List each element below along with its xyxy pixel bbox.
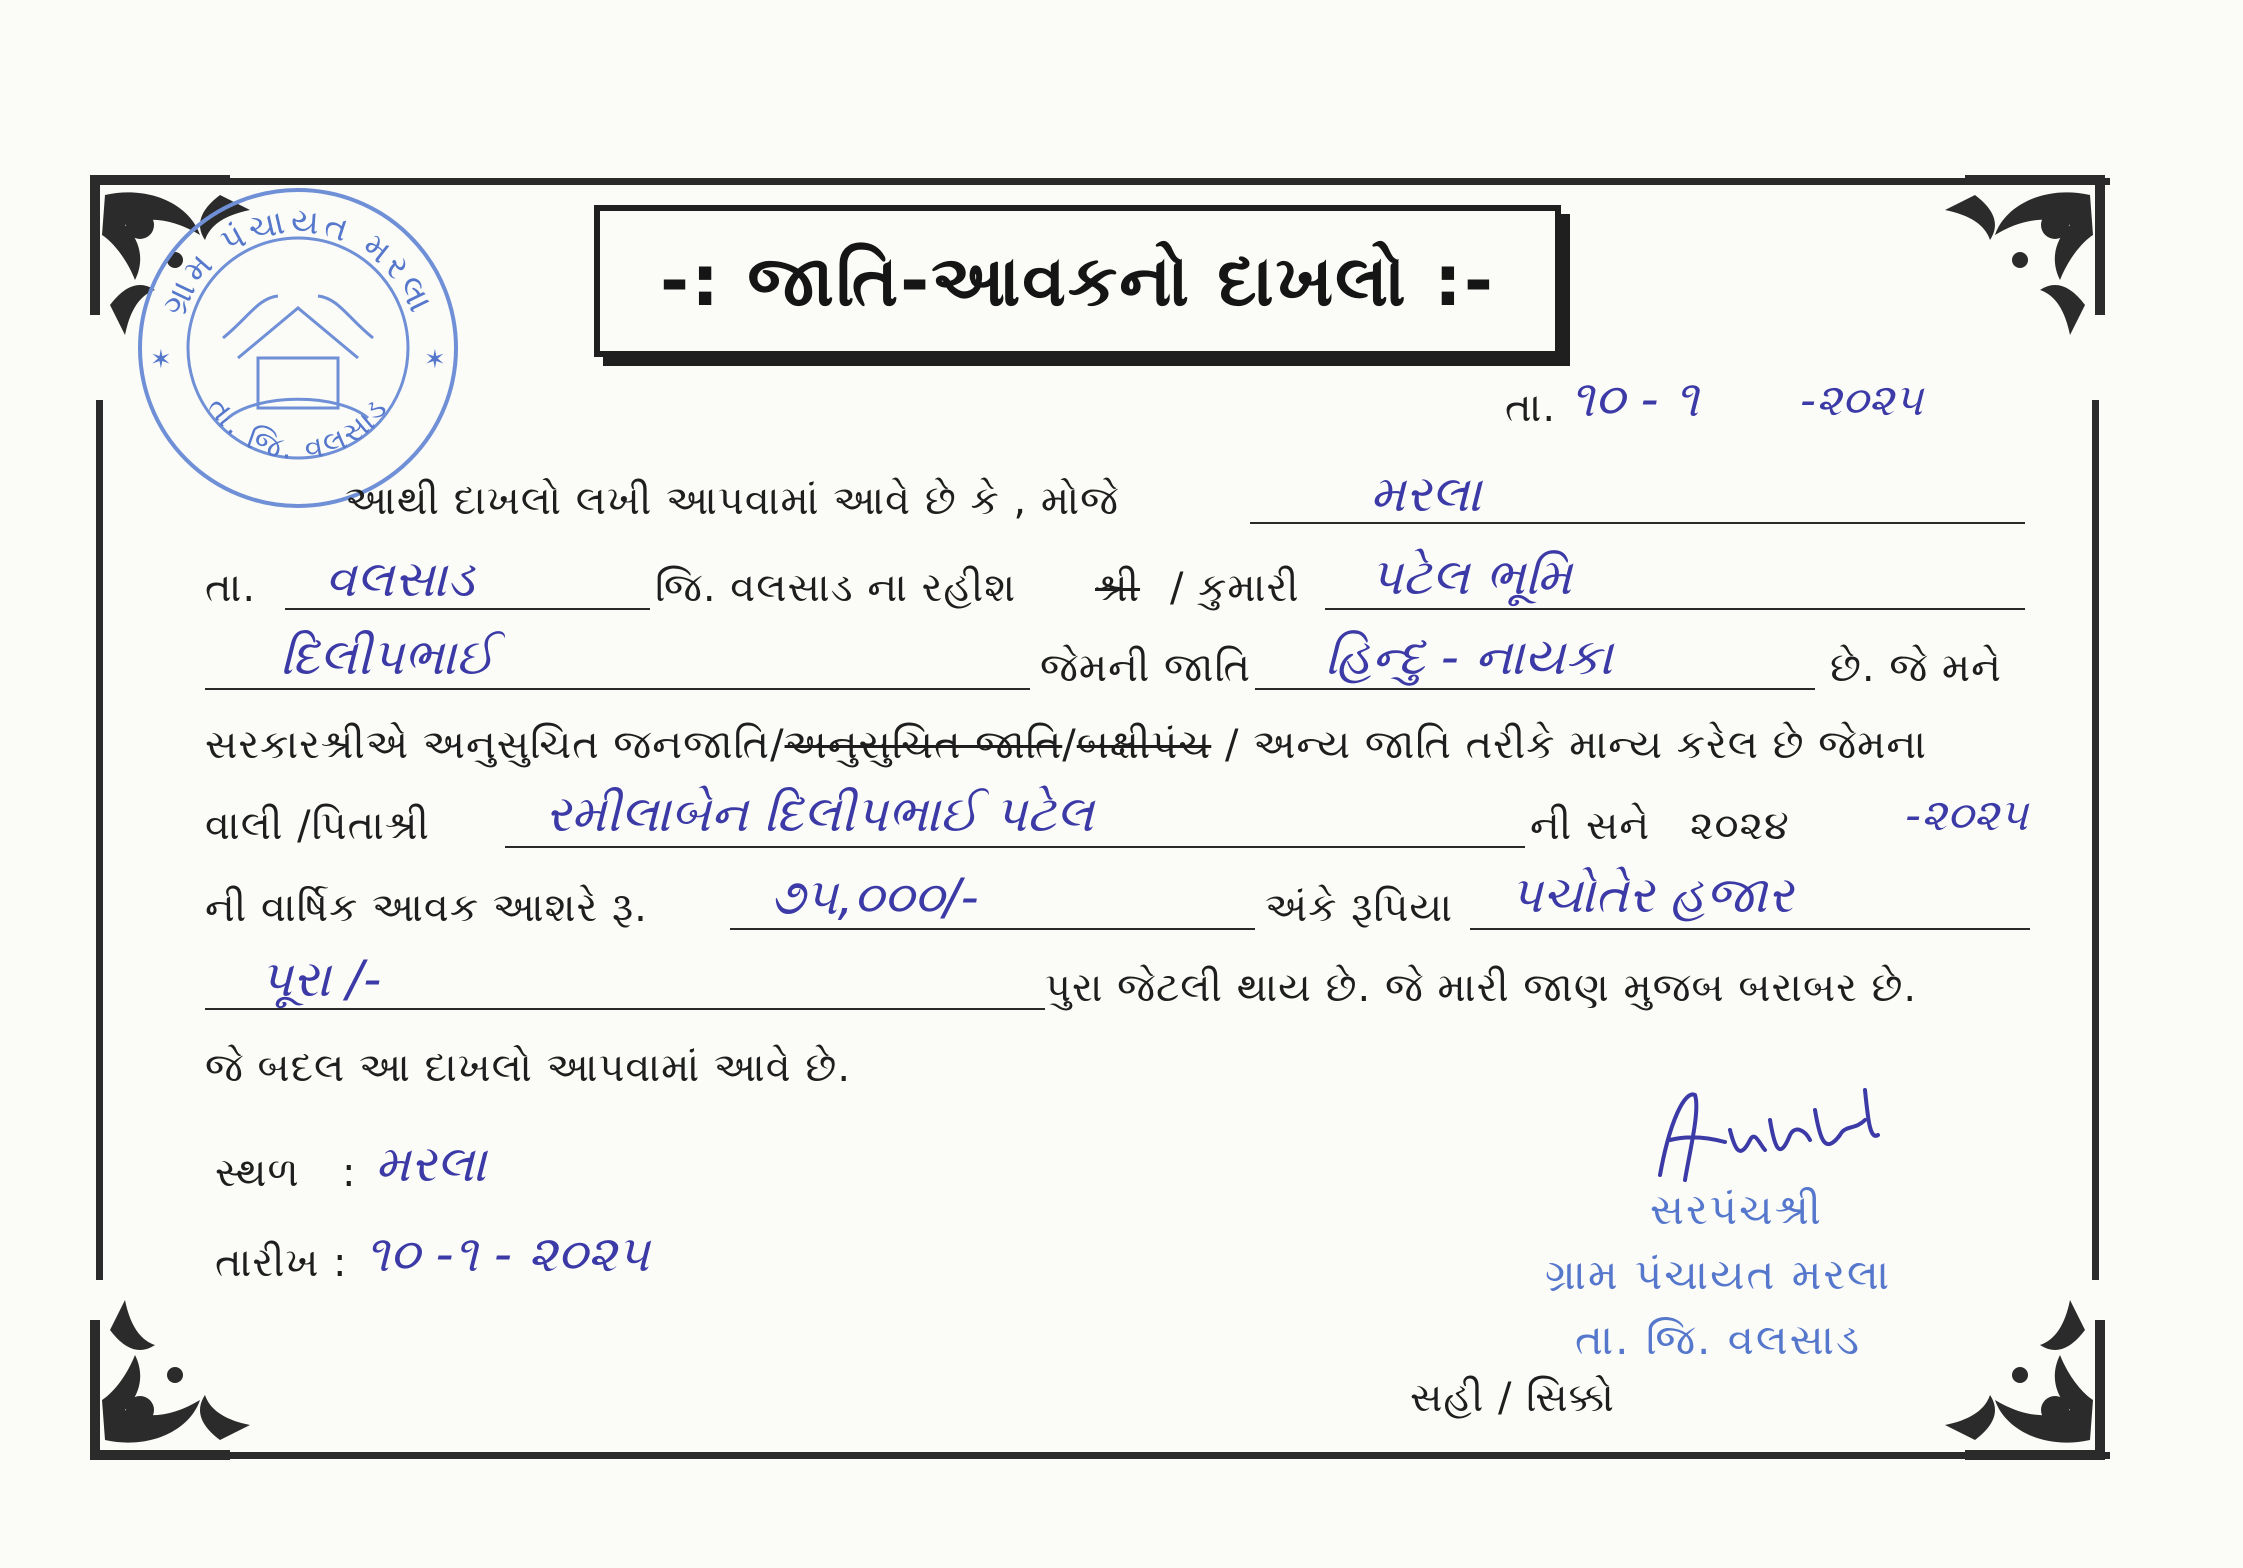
line7-suffix: પુરા જેટલી થાય છે. જે મારી જાણ મુજબ બરાબર છે.	[1045, 965, 1918, 1011]
border-left	[96, 400, 103, 1280]
sign-seal-label: સહી / સિક્કો	[1410, 1375, 1615, 1421]
income-words-label: અંકે રૂપિયા	[1265, 885, 1453, 931]
line3-suffix: છે. જે મને	[1830, 645, 2002, 691]
guardian-blank	[505, 846, 1525, 848]
stamp-sarpanch: સરપંચશ્રી	[1650, 1185, 1823, 1234]
line1-prefix: આથી દાખલો લખી આપવામાં આવે છે કે , મોજે	[345, 478, 1119, 524]
place-colon: :	[342, 1150, 357, 1196]
village-blank	[1250, 522, 2025, 524]
caste-label: જેમની જાતિ	[1040, 645, 1252, 691]
svg-text:તા. જિ. વલસાડ: તા. જિ. વલસાડ	[199, 390, 396, 468]
panchayat-round-stamp	[128, 178, 468, 518]
line4-text: સરકારશ્રીએ અનુસુચિત જનજાતિ/અનુસુચિત જાતિ/બક્ષીપંચ / અન્ય જાતિ તરીકે માન્ય કરેલ છે જેમના	[205, 722, 1927, 768]
guardian-label: વાલી /પિતાશ્રી	[205, 803, 430, 849]
income-words-cont: પૂરા /-	[260, 950, 382, 1008]
name-blank	[1325, 608, 2025, 610]
border-top	[190, 178, 2110, 185]
district-text: જિ. વલસાડ ના રહીશ	[655, 565, 1017, 611]
year-label: ની સને	[1530, 803, 1651, 849]
svg-text:✶: ✶	[424, 345, 446, 375]
caste-value: હિન્દુ - નાયકા	[1325, 628, 1613, 686]
certificate-title-box	[594, 205, 1561, 357]
corner-ornament-top-right	[1885, 165, 2115, 395]
income-words-blank	[1470, 928, 2030, 930]
year-to: -૨૦૨૫	[1905, 790, 2028, 841]
svg-text:✶: ✶	[150, 345, 172, 375]
stamp-panchayat: ગ્રામ પંચાયત મરલા	[1545, 1250, 1892, 1299]
date-label-top: તા.	[1505, 385, 1557, 431]
bottom-date-label: તારીખ :	[215, 1240, 348, 1286]
place-value: મરલા	[375, 1135, 487, 1193]
income-words: પચોતેર હજાર	[1510, 866, 1794, 924]
kumari-label: / કુમારી	[1170, 565, 1300, 611]
date-year-top: -૨૦૨૫	[1800, 375, 1923, 426]
applicant-name-cont: દિલીપભાઈ	[280, 628, 495, 686]
applicant-name: પટેલ ભૂમિ	[1370, 548, 1572, 606]
caste-blank	[1255, 688, 1815, 690]
guardian-name: રમીલાબેન દિલીપભાઈ પટેલ	[545, 785, 1094, 843]
taluka-value: વલસાડ	[325, 550, 475, 608]
sarpanch-signature	[1640, 1080, 1900, 1190]
svg-text:ગ્રામ પંચાયત મરલા: ગ્રામ પંચાયત મરલા	[153, 201, 443, 322]
certificate-title: -: જાતિ-આવકનો દાખલો :-	[660, 239, 1495, 322]
place-label: સ્થળ	[215, 1150, 300, 1196]
line8-text: જે બદલ આ દાખલો આપવામાં આવે છે.	[205, 1045, 852, 1091]
income-blank	[730, 928, 1255, 930]
income-label: ની વાર્ષિક આવક આશરે રૂ.	[205, 885, 648, 931]
stamp-taluka: તા. જિ. વલસાડ	[1575, 1315, 1862, 1364]
shri-struck: શ્રી	[1095, 565, 1141, 611]
village-value: મરલા	[1370, 465, 1482, 523]
date-value-top: ૧૦ - ૧	[1570, 370, 1699, 428]
border-bottom	[220, 1452, 2110, 1459]
name-cont-blank	[205, 688, 1030, 690]
border-right	[2092, 400, 2099, 1280]
corner-ornament-bottom-right	[1885, 1240, 2115, 1470]
taluka-label: તા.	[205, 565, 257, 611]
bottom-date-value: ૧૦ -૧ - ૨૦૨૫	[365, 1225, 650, 1283]
income-amount: ૭૫,૦૦૦/-	[770, 868, 979, 926]
year-from: ૨૦૨૪	[1690, 803, 1790, 849]
